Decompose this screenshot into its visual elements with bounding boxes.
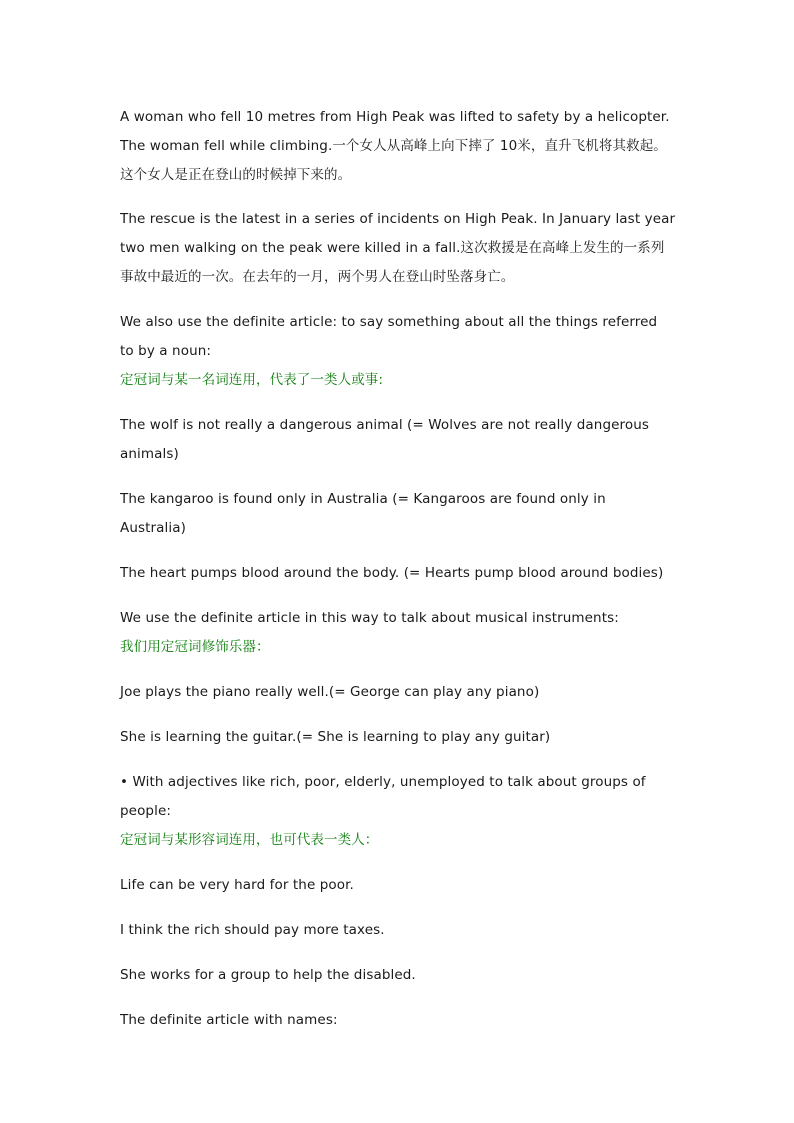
paragraph-high-peak-rescue [120, 103, 680, 190]
paragraph-poor-example [120, 871, 680, 900]
paragraph-guitar-example [120, 723, 680, 752]
paragraph-rescue-series [120, 205, 680, 292]
text-line: Joe plays the piano really well.(= George can play any piano) [120, 684, 540, 700]
paragraph-wolf-example [120, 411, 680, 469]
text-line: Australia) [120, 520, 186, 536]
text-line: The heart pumps blood around the body. (= Hearts pump blood around bodies) [120, 565, 664, 581]
paragraph-rich-example [120, 916, 680, 945]
paragraph-names-heading [120, 1006, 680, 1035]
paragraph-definite-article-all-things [120, 308, 680, 395]
text-line: The kangaroo is found only in Australia (= Kangaroos are found only in [120, 491, 606, 507]
text-line: to by a noun: [120, 343, 212, 359]
text-line: She works for a group to help the disabled. [120, 967, 416, 983]
paragraph-kangaroo-example [120, 485, 680, 543]
chinese-note: 定冠词与某形容词连用，也可代表一类人： [120, 832, 379, 848]
text-line: people: [120, 803, 172, 819]
text-line: We use the definite article in this way to talk about musical instruments: [120, 610, 619, 626]
paragraph-piano-example [120, 678, 680, 707]
text-line: A woman who fell 10 metres from High Peak was lifted to safety by a helicopter. [120, 109, 670, 125]
paragraph-heart-example [120, 559, 680, 588]
text-line: The wolf is not really a dangerous animal (= Wolves are not really dangerous [120, 417, 650, 433]
text-line: The definite article with names: [120, 1012, 338, 1028]
chinese-note: 我们用定冠词修饰乐器： [120, 639, 270, 655]
text-line: She is learning the guitar.(= She is learning to play any guitar) [120, 729, 551, 745]
text-line: 这个女人是正在登山的时候掉下来的。 [120, 167, 352, 183]
text-line: 事故中最近的一次。在去年的一月，两个男人在登山时坠落身亡。 [120, 269, 515, 285]
text-line: We also use the definite article: to say something about all the things referred [120, 314, 658, 330]
text-line: Life can be very hard for the poor. [120, 877, 354, 893]
paragraph-adjectives-groups [120, 768, 680, 855]
text-line: The rescue is the latest in a series of incidents on High Peak. In January last year [120, 211, 676, 227]
text-line: The woman fell while climbing.一个女人从高峰上向下摔了 10米，直升飞机将其救起。 [120, 138, 667, 154]
document-body [120, 103, 680, 1051]
paragraph-disabled-example [120, 961, 680, 990]
text-line: • With adjectives like rich, poor, elderly, unemployed to talk about groups of [120, 774, 646, 790]
paragraph-musical-instruments [120, 604, 680, 662]
text-line: I think the rich should pay more taxes. [120, 922, 385, 938]
text-line: animals) [120, 446, 179, 462]
text-line: two men walking on the peak were killed in a fall.这次救援是在高峰上发生的一系列 [120, 240, 665, 256]
chinese-note: 定冠词与某一名词连用，代表了一类人或事: [120, 372, 384, 388]
